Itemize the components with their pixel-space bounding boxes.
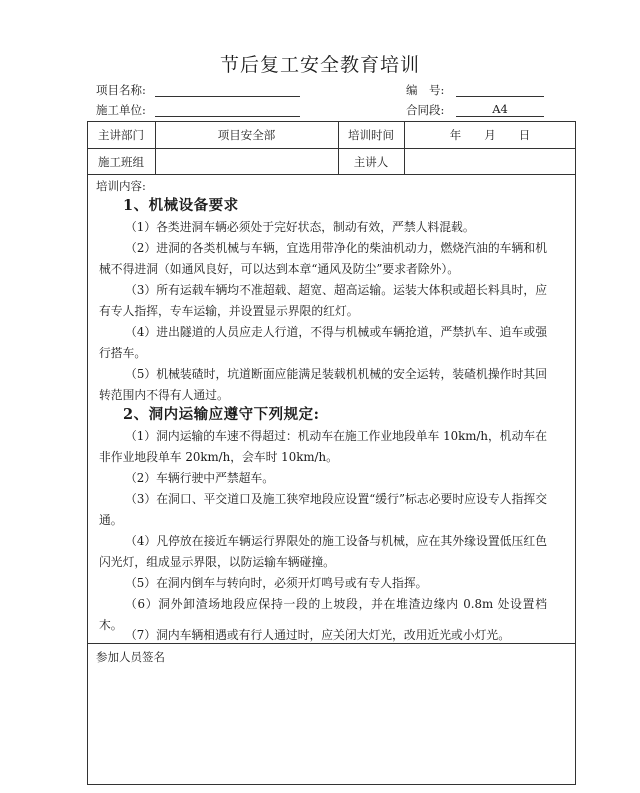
- contract-value: A4: [492, 102, 508, 116]
- unit-label: 施工单位:: [96, 103, 146, 117]
- section2-item-2: （2）车辆行驶中严禁超车。: [125, 471, 275, 485]
- section2-item-6: （6）洞外卸渣场地段应保持一段的上坡段，并在堆渣边缘内 0.8m 处设置档木。: [99, 597, 547, 632]
- section1-item-2: （2）进洞的各类机械与车辆，宜选用带净化的柴油机动力，燃烧汽油的车辆和机械不得进洞（如通风良好，可以达到本章“通风及防尘”要求者除外）。: [99, 241, 547, 276]
- section2-item-1: （1）洞内运输的车速不得超过：机动车在施工作业地段单车 10km/h，机动车在非作业地段单车 20km/h，会车时 10km/h。: [99, 429, 547, 464]
- unit-line[interactable]: [155, 116, 300, 117]
- serial-line[interactable]: [456, 96, 544, 97]
- page-title: 节后复工安全教育培训: [219, 54, 420, 76]
- time-value[interactable]: 年 月 日: [449, 128, 531, 142]
- speaker-label: 主讲人: [353, 155, 389, 169]
- sign-label: 参加人员签名: [96, 650, 165, 664]
- section2-item-3: （3）在洞口、平交道口及施工狭窄地段应设置“缓行”标志必要时应设专人指挥交通。: [99, 492, 547, 527]
- section2-item-5: （5）在洞内倒车与转向时，必须开灯鸣号或有专人指挥。: [125, 576, 428, 590]
- section1-item-4: （4）进出隧道的人员应走人行道，不得与机械或车辆抢道，严禁扒车、追车或强行搭车。: [99, 325, 547, 360]
- serial-label: 编 号:: [406, 83, 445, 97]
- team-label: 施工班组: [98, 155, 144, 169]
- speaker-value[interactable]: [404, 155, 576, 169]
- section1-heading: 1、机械设备要求: [123, 197, 239, 214]
- project-name-line[interactable]: [155, 96, 300, 97]
- contract-label: 合同段:: [406, 103, 445, 117]
- row-divider: [87, 148, 576, 149]
- time-label: 培训时间: [348, 128, 394, 142]
- project-name-label: 项目名称:: [96, 83, 146, 97]
- section2-item-7: （7）洞内车辆相遇或有行人通过时，应关闭大灯光，改用近光或小灯光。: [125, 628, 511, 642]
- section1-item-5: （5）机械装碴时，坑道断面应能满足装载机机械的安全运转，装碴机操作时其回转范围内不得有人通过。: [99, 367, 547, 402]
- row-divider: [87, 174, 576, 175]
- contract-line[interactable]: [456, 116, 544, 117]
- content-label: 培训内容:: [96, 179, 146, 193]
- section2-heading: 2、洞内运输应遵守下列规定:: [123, 406, 320, 423]
- dept-value: 项目安全部: [217, 128, 276, 142]
- section1-item-1: （1）各类进洞车辆必须处于完好状态，制动有效，严禁人料混载。: [125, 220, 475, 234]
- section2-item-4: （4）凡停放在接近车辆运行界限处的施工设备与机械，应在其外缘设置低压红色闪光灯，组成显示界限，以防运输车辆碰撞。: [99, 534, 547, 569]
- section1-item-3: （3）所有运载车辆均不准超载、超宽、超高运输。运装大体积或超长料具时，应有专人指挥，专车运输，并设置显示界限的红灯。: [99, 283, 547, 318]
- team-value[interactable]: [155, 155, 338, 169]
- dept-label: 主讲部门: [98, 128, 144, 142]
- sign-area[interactable]: [88, 665, 575, 783]
